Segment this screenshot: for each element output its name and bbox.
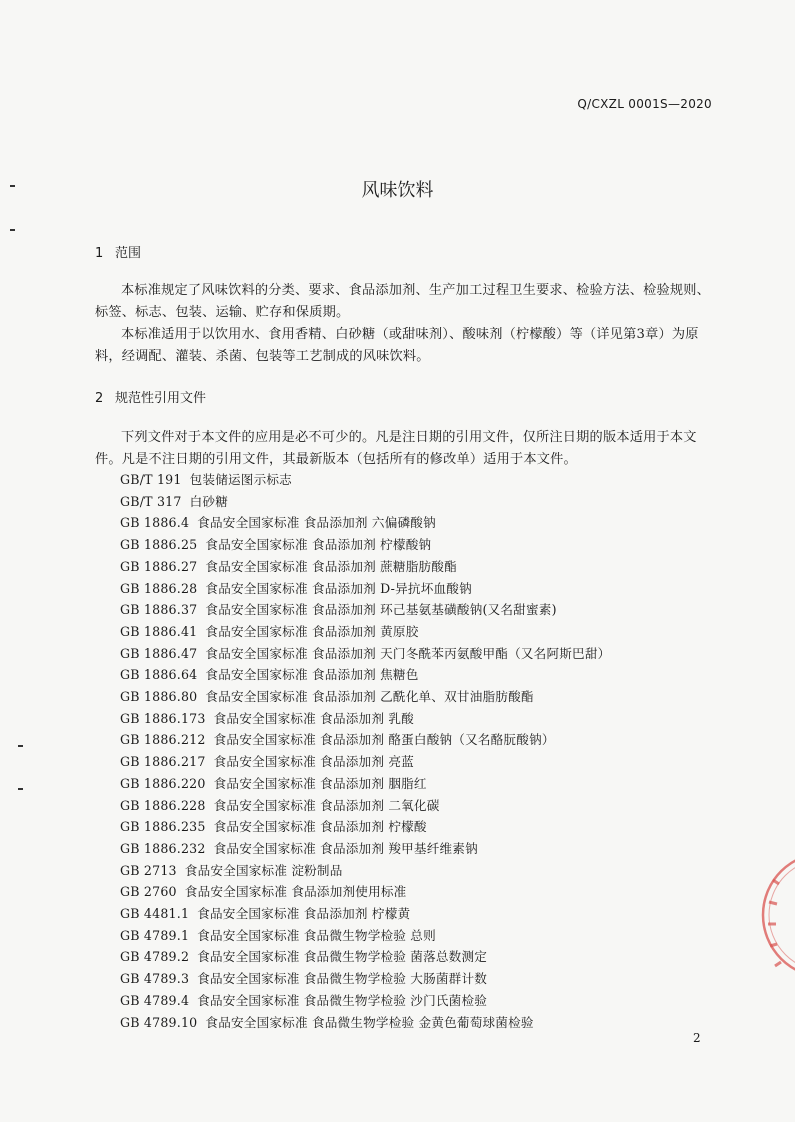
reference-title: 食品安全国家标准 食品微生物学检验 大肠菌群计数 bbox=[197, 971, 488, 987]
reference-title: 食品安全国家标准 食品添加剂 乳酸 bbox=[213, 710, 414, 726]
reference-item bbox=[120, 578, 610, 600]
references-intro-paragraph: 下列文件对于本文件的应用是必不可少的。凡是注日期的引用文件，仅所注日期的版本适用于本文件。凡是不注日期的引用文件，其最新版本（包括所有的修改单）适用于本文件。 bbox=[95, 430, 697, 467]
reference-item bbox=[120, 686, 610, 708]
reference-code: GB 4789.2 bbox=[120, 949, 190, 965]
section-number: 2 bbox=[95, 391, 104, 406]
reference-code: GB 1886.235 bbox=[120, 819, 206, 835]
reference-item bbox=[120, 990, 610, 1012]
scope-paragraph-1: 本标准规定了风味饮料的分类、要求、食品添加剂、生产加工过程卫生要求、检验方法、检验规则、标签、标志、包装、运输、贮存和保质期。 bbox=[95, 283, 711, 320]
reference-item bbox=[120, 751, 610, 773]
reference-item bbox=[120, 773, 610, 795]
section-heading-scope bbox=[95, 242, 141, 261]
reference-item bbox=[120, 469, 610, 491]
reference-code: GB 1886.173 bbox=[120, 710, 206, 726]
reference-title: 食品安全国家标准 食品添加剂 胭脂红 bbox=[213, 775, 427, 791]
reference-code: GB 1886.64 bbox=[120, 667, 198, 683]
reference-code: GB 1886.212 bbox=[120, 732, 206, 748]
reference-title: 食品安全国家标准 食品添加剂 乙酰化单、双甘油脂肪酸酯 bbox=[205, 689, 534, 705]
scope-paragraph-2: 本标准适用于以饮用水、食用香精、白砂糖（或甜味剂）、酸味剂（柠檬酸）等（详见第3章）为原料，经调配、灌装、杀菌、包装等工艺制成的风味饮料。 bbox=[95, 327, 699, 364]
reference-code: GB 1886.37 bbox=[120, 602, 198, 618]
reference-item bbox=[120, 903, 610, 925]
reference-code: GB 4789.10 bbox=[120, 1014, 198, 1030]
official-seal-stamp bbox=[755, 820, 795, 1010]
reference-title: 食品安全国家标准 食品添加剂 黄原胶 bbox=[205, 623, 419, 639]
reference-item bbox=[120, 556, 610, 578]
scan-mark bbox=[10, 185, 15, 187]
reference-item bbox=[120, 1012, 610, 1034]
reference-code: GB 4789.3 bbox=[120, 971, 190, 987]
reference-title: 食品安全国家标准 食品添加剂 羧甲基纤维素钠 bbox=[213, 840, 478, 856]
reference-title: 食品安全国家标准 食品添加剂 焦糖色 bbox=[205, 667, 419, 683]
reference-title: 包装储运图示标志 bbox=[189, 472, 292, 487]
reference-item bbox=[120, 838, 610, 860]
reference-item bbox=[120, 534, 610, 556]
reference-code: GB 4789.1 bbox=[120, 927, 190, 943]
reference-code: GB 1886.47 bbox=[120, 645, 198, 661]
reference-item bbox=[120, 860, 610, 882]
reference-title: 食品安全国家标准 食品微生物学检验 金黄色葡萄球菌检验 bbox=[205, 1014, 534, 1030]
reference-list bbox=[120, 469, 610, 1033]
document-title: 风味饮料 bbox=[361, 180, 434, 201]
reference-title: 食品安全国家标准 食品微生物学检验 沙门氏菌检验 bbox=[197, 992, 488, 1008]
reference-title: 食品安全国家标准 食品添加剂 酪蛋白酸钠（又名酪朊酸钠） bbox=[213, 732, 555, 748]
section-heading-normative-references bbox=[95, 387, 206, 406]
reference-code: GB 1886.41 bbox=[120, 623, 198, 639]
section-title: 规范性引用文件 bbox=[115, 391, 207, 406]
reference-title: 食品安全国家标准 淀粉制品 bbox=[184, 862, 343, 878]
standard-code: Q/CXZL 0001S—2020 bbox=[577, 97, 712, 111]
reference-title: 食品安全国家标准 食品添加剂使用标准 bbox=[184, 884, 407, 900]
reference-code: GB 1886.217 bbox=[120, 754, 206, 770]
reference-code: GB 2760 bbox=[120, 884, 177, 900]
reference-title: 食品安全国家标准 食品添加剂 柠檬酸钠 bbox=[205, 537, 432, 553]
reference-code: GB 1886.232 bbox=[120, 840, 206, 856]
reference-code: GB 1886.25 bbox=[120, 537, 198, 553]
reference-title: 食品安全国家标准 食品添加剂 六偏磷酸钠 bbox=[197, 515, 436, 531]
reference-title: 食品安全国家标准 食品添加剂 二氧化碳 bbox=[213, 797, 440, 813]
reference-code: GB/T 317 bbox=[120, 493, 182, 509]
reference-item bbox=[120, 795, 610, 817]
page-number: 2 bbox=[693, 1031, 701, 1045]
scan-mark bbox=[18, 745, 23, 747]
reference-title: 食品安全国家标准 食品添加剂 亮蓝 bbox=[213, 754, 414, 770]
reference-title: 白砂糖 bbox=[189, 493, 228, 509]
reference-code: GB 4481.1 bbox=[120, 906, 190, 922]
reference-code: GB 2713 bbox=[120, 862, 177, 878]
reference-item bbox=[120, 729, 610, 751]
scan-mark bbox=[18, 788, 23, 790]
reference-title: 食品安全国家标准 食品微生物学检验 菌落总数测定 bbox=[197, 949, 488, 965]
reference-item bbox=[120, 946, 610, 968]
reference-title: 食品安全国家标准 食品添加剂 环己基氨基磺酸钠(又名甜蜜素) bbox=[205, 602, 557, 618]
reference-item bbox=[120, 881, 610, 903]
reference-code: GB 1886.80 bbox=[120, 689, 198, 705]
reference-item bbox=[120, 708, 610, 730]
reference-code: GB 1886.220 bbox=[120, 775, 206, 791]
reference-title: 食品安全国家标准 食品添加剂 柠檬酸 bbox=[213, 819, 427, 835]
reference-item bbox=[120, 491, 610, 513]
reference-title: 食品安全国家标准 食品添加剂 蔗糖脂肪酸酯 bbox=[205, 558, 457, 574]
section-title: 范围 bbox=[115, 246, 142, 261]
reference-item bbox=[120, 968, 610, 990]
section-number: 1 bbox=[95, 246, 104, 261]
reference-item bbox=[120, 925, 610, 947]
reference-title: 食品安全国家标准 食品添加剂 天门冬酰苯丙氨酸甲酯（又名阿斯巴甜） bbox=[205, 645, 611, 661]
reference-code: GB 1886.27 bbox=[120, 558, 198, 574]
reference-code: GB 4789.4 bbox=[120, 992, 190, 1008]
reference-item bbox=[120, 664, 610, 686]
reference-code: GB/T 191 bbox=[120, 472, 182, 487]
reference-item bbox=[120, 816, 610, 838]
reference-code: GB 1886.28 bbox=[120, 580, 198, 596]
reference-item bbox=[120, 643, 610, 665]
reference-code: GB 1886.228 bbox=[120, 797, 206, 813]
reference-item bbox=[120, 512, 610, 534]
reference-item bbox=[120, 621, 610, 643]
scan-mark bbox=[10, 229, 15, 231]
reference-item bbox=[120, 599, 610, 621]
reference-title: 食品安全国家标准 食品微生物学检验 总则 bbox=[197, 927, 436, 943]
reference-title: 食品安全国家标准 食品添加剂 D-异抗坏血酸钠 bbox=[205, 580, 472, 596]
reference-code: GB 1886.4 bbox=[120, 515, 190, 531]
reference-title: 食品安全国家标准 食品添加剂 柠檬黄 bbox=[197, 906, 411, 922]
